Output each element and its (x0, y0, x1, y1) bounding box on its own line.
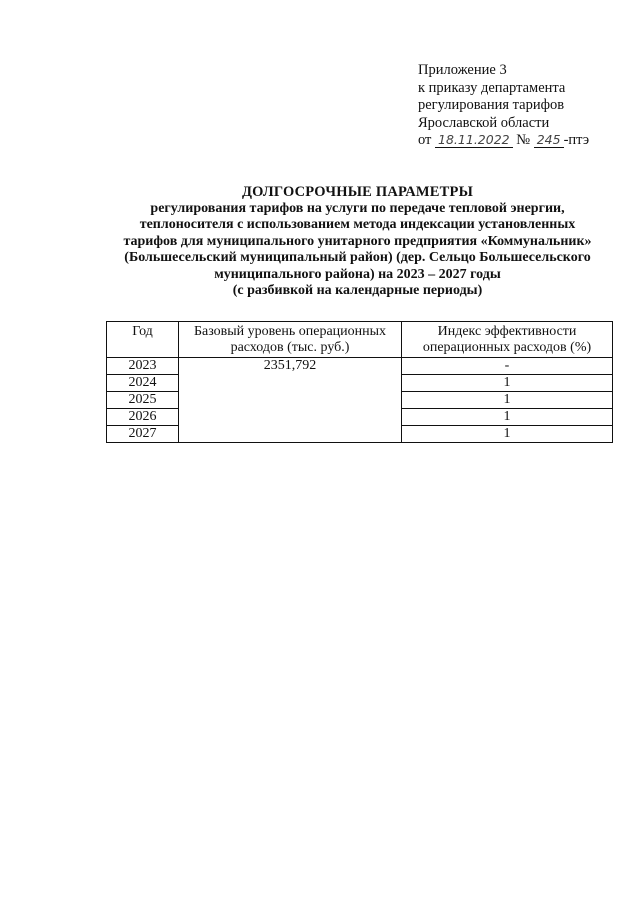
cell-index: - (402, 358, 613, 375)
title-line: тарифов для муниципального унитарного предприятия «Коммунальник» (123, 233, 592, 249)
appendix-title: Приложение 3 (418, 62, 507, 78)
cell-base-value: 2351,792 (179, 358, 402, 443)
title-line: (Большесельский муниципальный район) (дер. Сельцо Большесельского (124, 250, 591, 265)
table-row (107, 358, 613, 375)
title-heading: ДОЛГОСРОЧНЫЕ ПАРАМЕТРЫ (241, 184, 474, 200)
header-efficiency-index: Индекс эффективности операционных расходов (%) (402, 322, 613, 358)
date-prefix: от (418, 132, 432, 148)
cell-year: 2024 (107, 375, 179, 392)
cell-year: 2025 (107, 392, 179, 409)
cell-year: 2023 (107, 358, 179, 375)
cell-index: 1 (402, 375, 613, 392)
parameters-table (106, 321, 613, 443)
title-line: регулирования тарифов на услуги по передаче тепловой энергии, (150, 200, 565, 216)
handwritten-date: 18.11.2022 (435, 133, 513, 148)
title-line: муниципального района) на 2023 – 2027 годы (214, 266, 501, 282)
appendix-line-order: к приказу департамента (418, 79, 566, 96)
cell-year: 2026 (107, 409, 179, 426)
number-suffix: -птэ (563, 132, 590, 148)
title-line: теплоносителя с использованием метода индексации установленных (139, 217, 576, 232)
header-year: Год (107, 322, 179, 358)
appendix-line-region: Ярославской области (418, 114, 550, 131)
table-header-row (107, 322, 613, 358)
number-prefix: № (516, 132, 531, 148)
handwritten-number: 245 (534, 133, 564, 148)
title-line: (с разбивкой на календарные периоды) (232, 283, 483, 298)
appendix-line-department: регулирования тарифов (418, 97, 565, 113)
appendix-block (418, 62, 633, 150)
header-base-level: Базовый уровень операционных расходов (тыс. руб.) (179, 322, 402, 358)
cell-index: 1 (402, 409, 613, 426)
cell-index: 1 (402, 426, 613, 443)
cell-year: 2027 (107, 426, 179, 443)
cell-index: 1 (402, 392, 613, 409)
document-title (100, 184, 615, 300)
appendix-date-line (418, 132, 633, 150)
